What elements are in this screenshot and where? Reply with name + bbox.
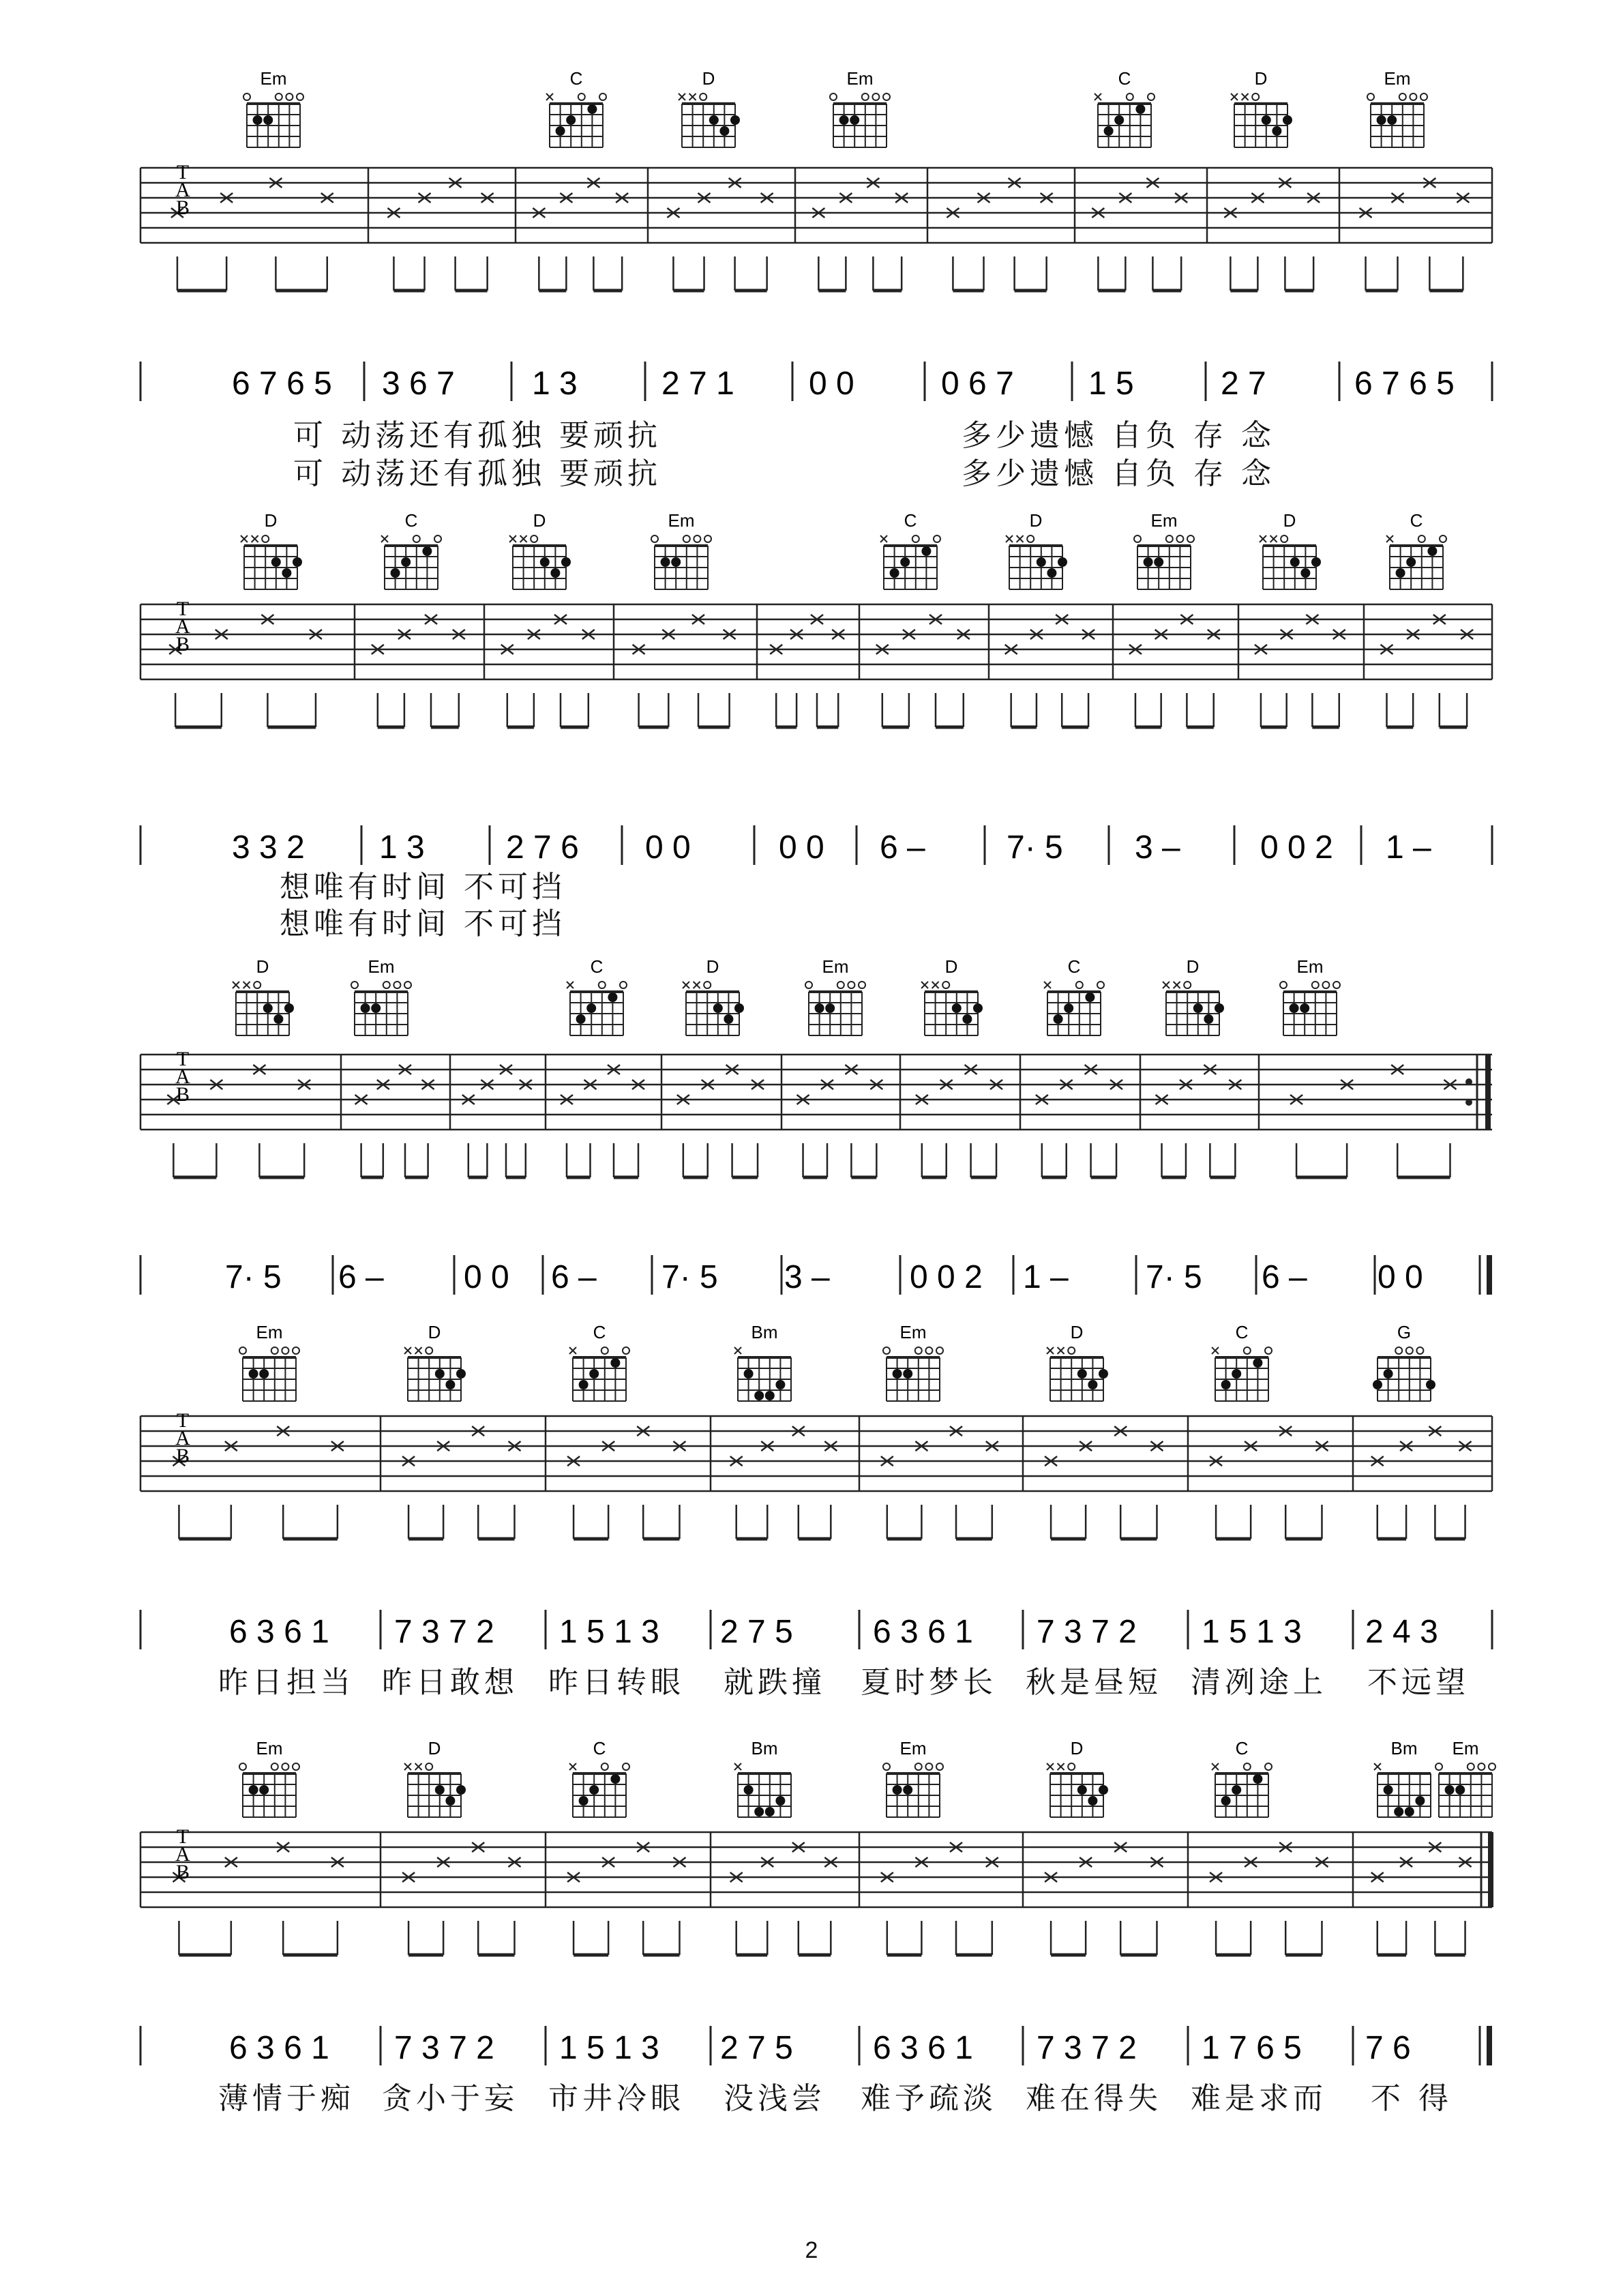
chord-name: Em bbox=[256, 1322, 283, 1342]
jianpu-notes: 0 0 bbox=[779, 829, 824, 866]
tab-letter-a: A bbox=[175, 615, 190, 638]
notation-measure bbox=[382, 366, 455, 402]
lyric-phrase: 可 动荡还有孤独 要顽抗 bbox=[293, 456, 661, 491]
jianpu-notes: 3 – bbox=[784, 1259, 830, 1295]
system-2-lyrics-2 bbox=[0, 899, 1623, 940]
jianpu-notes: 1 5 1 3 bbox=[1202, 1614, 1302, 1650]
chord-diagram-c bbox=[569, 1322, 629, 1401]
lyric-phrase: 难予疏淡 bbox=[861, 2081, 997, 2116]
chord-name: C bbox=[904, 510, 917, 531]
chord-name: C bbox=[593, 1738, 606, 1758]
notation-measure bbox=[232, 366, 332, 402]
lyric-phrase: 秋是昼短 bbox=[1026, 1665, 1162, 1700]
chord-name: C bbox=[1410, 510, 1423, 531]
notation-measure bbox=[720, 1614, 793, 1650]
system-4-lyrics-1 bbox=[0, 1658, 1623, 1698]
jianpu-notes: 6 7 6 5 bbox=[1354, 366, 1455, 402]
chord-name: Em bbox=[1452, 1738, 1479, 1758]
notation-measure bbox=[1365, 1614, 1438, 1650]
notation-measure bbox=[1037, 1614, 1137, 1650]
jianpu-notes: 6 – bbox=[1262, 1259, 1307, 1295]
tab-letter-t: T bbox=[176, 1825, 190, 1848]
chord-name: G bbox=[1397, 1322, 1412, 1342]
chord-name: D bbox=[1283, 510, 1296, 531]
chord-diagram-c bbox=[1212, 1322, 1272, 1401]
chord-name: D bbox=[1070, 1322, 1084, 1342]
chord-diagram-em bbox=[883, 1322, 943, 1401]
notation-measure bbox=[1037, 2030, 1137, 2066]
jianpu-notes: 1 5 bbox=[1088, 366, 1134, 402]
notation-measure bbox=[338, 1259, 384, 1295]
chord-diagram-bm bbox=[734, 1738, 791, 1817]
notation-measure bbox=[880, 829, 925, 866]
chord-diagram-c bbox=[381, 510, 441, 589]
chord-diagram-em bbox=[1367, 68, 1427, 147]
notation-measure bbox=[394, 1614, 494, 1650]
lyric-phrase: 难在得失 bbox=[1026, 2081, 1162, 2116]
chord-diagram-d bbox=[509, 510, 571, 589]
chord-name: D bbox=[1254, 68, 1268, 89]
chord-name: C bbox=[1067, 956, 1081, 977]
jianpu-notes: 6 3 6 1 bbox=[229, 1614, 329, 1650]
tab-letter-t: T bbox=[176, 1048, 190, 1070]
chord-diagram-em bbox=[239, 1322, 299, 1401]
notation-measure bbox=[910, 1259, 983, 1295]
tab-letter-a: A bbox=[175, 179, 190, 201]
lyric-phrase: 多少遗憾 自负 存 念 bbox=[962, 418, 1275, 453]
jianpu-notes: 6 – bbox=[880, 829, 925, 866]
jianpu-notes: 1 5 1 3 bbox=[559, 1614, 659, 1650]
chord-name: Em bbox=[846, 68, 874, 89]
chord-diagram-em bbox=[883, 1738, 943, 1817]
chord-diagram-em bbox=[1435, 1738, 1495, 1817]
lyric-phrase: 可 动荡还有孤独 要顽抗 bbox=[293, 418, 661, 453]
chord-diagram-d bbox=[1047, 1738, 1108, 1817]
jianpu-notes: 2 7 5 bbox=[720, 2030, 793, 2066]
notation-measure bbox=[1135, 829, 1180, 866]
chord-name: Em bbox=[668, 510, 695, 531]
jianpu-notes: 0 0 bbox=[645, 829, 691, 866]
chord-name: C bbox=[1235, 1322, 1249, 1342]
tab-letter-t: T bbox=[176, 161, 190, 183]
chord-name: Bm bbox=[751, 1322, 778, 1342]
chord-diagram-d bbox=[1260, 510, 1321, 589]
system-5 bbox=[0, 1733, 1623, 2142]
chord-diagram-c bbox=[1095, 68, 1155, 147]
notation-measure bbox=[229, 2030, 329, 2066]
notation-measure bbox=[873, 2030, 973, 2066]
tab-letter-b: B bbox=[175, 633, 190, 656]
chord-name: D bbox=[264, 510, 278, 531]
chord-diagram-em bbox=[1134, 510, 1194, 589]
jianpu-notes: 3 6 7 bbox=[382, 366, 455, 402]
notation-measure bbox=[1202, 2030, 1302, 2066]
notation-measure bbox=[506, 829, 579, 866]
jianpu-notes: 0 0 bbox=[1378, 1259, 1423, 1295]
tab-letter-a: A bbox=[175, 1065, 190, 1088]
chord-diagram-c bbox=[546, 68, 606, 147]
notation-measure bbox=[232, 829, 305, 866]
lyric-phrase: 市井冷眼 bbox=[548, 2081, 685, 2116]
jianpu-notes: 7 3 7 2 bbox=[394, 1614, 494, 1650]
chord-diagram-em bbox=[651, 510, 711, 589]
chord-name: D bbox=[702, 68, 715, 89]
notation-measure bbox=[779, 829, 824, 866]
jianpu-notes: 6 – bbox=[338, 1259, 384, 1295]
notation-measure bbox=[1088, 366, 1134, 402]
chord-name: D bbox=[706, 956, 719, 977]
lyric-phrase: 贪小于妄 bbox=[382, 2081, 518, 2116]
chord-name: C bbox=[1118, 68, 1131, 89]
chord-name: Em bbox=[899, 1738, 927, 1758]
chord-diagram-d bbox=[921, 956, 983, 1035]
notation-measure bbox=[941, 366, 1014, 402]
notation-measure bbox=[645, 829, 691, 866]
chord-diagram-c bbox=[880, 510, 940, 589]
jianpu-notes: 7· 5 bbox=[1007, 829, 1063, 866]
chord-name: Bm bbox=[751, 1738, 778, 1758]
notation-measure bbox=[394, 2030, 494, 2066]
system-3-graphics bbox=[0, 948, 1623, 1289]
jianpu-notes: 7 3 7 2 bbox=[1037, 2030, 1137, 2066]
system-2-lyrics-1 bbox=[0, 862, 1623, 903]
jianpu-notes: 6 3 6 1 bbox=[873, 1614, 973, 1650]
chord-diagram-c bbox=[1386, 510, 1446, 589]
chord-name: Em bbox=[899, 1322, 927, 1342]
chord-name: Em bbox=[1384, 68, 1411, 89]
tab-letter-t: T bbox=[176, 598, 190, 620]
chord-name: D bbox=[1186, 956, 1200, 977]
system-2 bbox=[0, 505, 1623, 948]
chord-name: Em bbox=[260, 68, 287, 89]
lyric-phrase: 不远望 bbox=[1367, 1665, 1470, 1700]
chord-name: D bbox=[1070, 1738, 1084, 1758]
chord-name: Em bbox=[1296, 956, 1324, 977]
notation-measure bbox=[1146, 1259, 1202, 1295]
tab-letter-a: A bbox=[175, 1427, 190, 1449]
chord-diagram-bm bbox=[734, 1322, 791, 1401]
lyric-phrase: 想唯有时间 不可挡 bbox=[280, 870, 566, 904]
notation-measure bbox=[784, 1259, 830, 1295]
notation-measure bbox=[1354, 366, 1455, 402]
chord-name: C bbox=[593, 1322, 606, 1342]
chord-name: C bbox=[569, 68, 583, 89]
notation-measure bbox=[532, 366, 578, 402]
chord-diagram-d bbox=[683, 956, 744, 1035]
jianpu-notes: 6 7 6 5 bbox=[232, 366, 332, 402]
notation-measure bbox=[559, 1614, 659, 1650]
jianpu-notes: 1 – bbox=[1023, 1259, 1069, 1295]
jianpu-notes: 0 0 bbox=[464, 1259, 509, 1295]
chord-name: Em bbox=[256, 1738, 283, 1758]
lyric-phrase: 昨日敢想 bbox=[382, 1665, 518, 1700]
notation-measure bbox=[464, 1259, 509, 1295]
notation-measure bbox=[1023, 1259, 1069, 1295]
lyric-phrase: 昨日转眼 bbox=[548, 1665, 685, 1700]
lyric-phrase: 不 得 bbox=[1371, 2081, 1453, 2116]
tab-letter-b: B bbox=[175, 1083, 190, 1106]
notation-measure bbox=[551, 1259, 597, 1295]
chord-name: Em bbox=[822, 956, 849, 977]
lyric-phrase: 想唯有时间 不可挡 bbox=[280, 907, 566, 941]
chord-diagram-c bbox=[569, 1738, 629, 1817]
jianpu-notes: 7 3 7 2 bbox=[1037, 1614, 1137, 1650]
chord-diagram-em bbox=[243, 68, 303, 147]
jianpu-notes: 1 5 1 3 bbox=[559, 2030, 659, 2066]
lyric-phrase: 没浅尝 bbox=[724, 2081, 826, 2116]
notation-measure bbox=[873, 1614, 973, 1650]
chord-name: D bbox=[1029, 510, 1043, 531]
chord-diagram-d bbox=[1047, 1322, 1108, 1401]
chord-name: Em bbox=[368, 956, 395, 977]
notation-measure bbox=[1260, 829, 1333, 866]
jianpu-notes: 7· 5 bbox=[225, 1259, 282, 1295]
chord-diagram-c bbox=[567, 956, 627, 1035]
lyric-phrase: 夏时梦长 bbox=[861, 1665, 997, 1700]
notation-measure bbox=[1202, 1614, 1302, 1650]
jianpu-notes: 3 3 2 bbox=[232, 829, 305, 866]
chord-name: C bbox=[404, 510, 418, 531]
page-number: 2 bbox=[805, 2237, 818, 2263]
notation-measure bbox=[661, 366, 734, 402]
jianpu-notes: 2 4 3 bbox=[1365, 1614, 1438, 1650]
chord-name: C bbox=[1235, 1738, 1249, 1758]
jianpu-notes: 0 0 bbox=[809, 366, 854, 402]
tab-letter-t: T bbox=[176, 1409, 190, 1432]
chord-diagram-d bbox=[679, 68, 740, 147]
jianpu-notes: 6 3 6 1 bbox=[229, 2030, 329, 2066]
notation-measure bbox=[809, 366, 854, 402]
notation-measure bbox=[225, 1259, 282, 1295]
chord-diagram-d bbox=[233, 956, 294, 1035]
jianpu-notes: 0 0 2 bbox=[1260, 829, 1333, 866]
chord-diagram-d bbox=[404, 1322, 466, 1401]
chord-diagram-c bbox=[1212, 1738, 1272, 1817]
lyric-phrase: 清冽途上 bbox=[1191, 1665, 1327, 1700]
jianpu-notes: 7· 5 bbox=[661, 1259, 718, 1295]
chord-diagram-g bbox=[1373, 1322, 1435, 1401]
jianpu-notes: 2 7 bbox=[1221, 366, 1266, 402]
chord-diagram-em bbox=[351, 956, 411, 1035]
chord-name: Em bbox=[1150, 510, 1178, 531]
chord-diagram-d bbox=[1163, 956, 1224, 1035]
notation-measure bbox=[1378, 1259, 1423, 1295]
chord-name: D bbox=[428, 1322, 441, 1342]
tab-letter-a: A bbox=[175, 1843, 190, 1866]
jianpu-notes: 2 7 5 bbox=[720, 1614, 793, 1650]
system-1 bbox=[0, 0, 1623, 491]
chord-name: Bm bbox=[1390, 1738, 1418, 1758]
chord-diagram-c bbox=[1044, 956, 1104, 1035]
chord-diagram-em bbox=[830, 68, 890, 147]
lyric-phrase: 昨日担当 bbox=[218, 1665, 355, 1700]
chord-diagram-d bbox=[1231, 68, 1292, 147]
chord-name: D bbox=[428, 1738, 441, 1758]
jianpu-notes: 0 6 7 bbox=[941, 366, 1014, 402]
jianpu-notes: 3 – bbox=[1135, 829, 1180, 866]
lyric-phrase: 薄情于痴 bbox=[218, 2081, 355, 2116]
notation-measure bbox=[229, 1614, 329, 1650]
chord-diagram-d bbox=[241, 510, 302, 589]
jianpu-notes: 0 0 2 bbox=[910, 1259, 983, 1295]
notation-measure bbox=[720, 2030, 793, 2066]
chord-diagram-em bbox=[805, 956, 865, 1035]
lyric-phrase: 多少遗憾 自负 存 念 bbox=[962, 456, 1275, 491]
chord-diagram-em bbox=[239, 1738, 299, 1817]
lyric-phrase: 难是求而 bbox=[1191, 2081, 1327, 2116]
chord-name: D bbox=[256, 956, 269, 977]
notation-measure bbox=[1007, 829, 1063, 866]
system-1-lyrics-2 bbox=[0, 449, 1623, 490]
jianpu-notes: 6 3 6 1 bbox=[873, 2030, 973, 2066]
tab-letter-b: B bbox=[175, 1445, 190, 1467]
tab-letter-b: B bbox=[175, 196, 190, 219]
notation-measure bbox=[1221, 366, 1266, 402]
chord-diagram-d bbox=[1006, 510, 1067, 589]
notation-measure bbox=[1365, 2030, 1411, 2066]
notation-measure bbox=[661, 1259, 718, 1295]
system-3 bbox=[0, 948, 1623, 1295]
notation-measure bbox=[1386, 829, 1431, 866]
jianpu-notes: 1 3 bbox=[379, 829, 425, 866]
system-5-lyrics-1 bbox=[0, 2074, 1623, 2115]
lyric-phrase: 就跌撞 bbox=[724, 1665, 826, 1700]
jianpu-notes: 7· 5 bbox=[1146, 1259, 1202, 1295]
jianpu-notes: 2 7 1 bbox=[661, 366, 734, 402]
tab-letter-b: B bbox=[175, 1861, 190, 1883]
notation-measure bbox=[379, 829, 425, 866]
jianpu-notes: 2 7 6 bbox=[506, 829, 579, 866]
jianpu-notes: 6 – bbox=[551, 1259, 597, 1295]
system-4 bbox=[0, 1316, 1623, 1698]
jianpu-notes: 1 3 bbox=[532, 366, 578, 402]
chord-diagram-bm bbox=[1374, 1738, 1431, 1817]
jianpu-notes: 1 – bbox=[1386, 829, 1431, 866]
chord-name: D bbox=[533, 510, 546, 531]
chord-name: D bbox=[944, 956, 958, 977]
chord-name: C bbox=[590, 956, 604, 977]
chord-diagram-d bbox=[404, 1738, 466, 1817]
chord-diagram-em bbox=[1280, 956, 1340, 1035]
notation-measure bbox=[559, 2030, 659, 2066]
notation-measure bbox=[1262, 1259, 1307, 1295]
jianpu-notes: 7 6 bbox=[1365, 2030, 1411, 2066]
system-1-lyrics-1 bbox=[0, 411, 1623, 452]
jianpu-notes: 7 3 7 2 bbox=[394, 2030, 494, 2066]
jianpu-notes: 1 7 6 5 bbox=[1202, 2030, 1302, 2066]
